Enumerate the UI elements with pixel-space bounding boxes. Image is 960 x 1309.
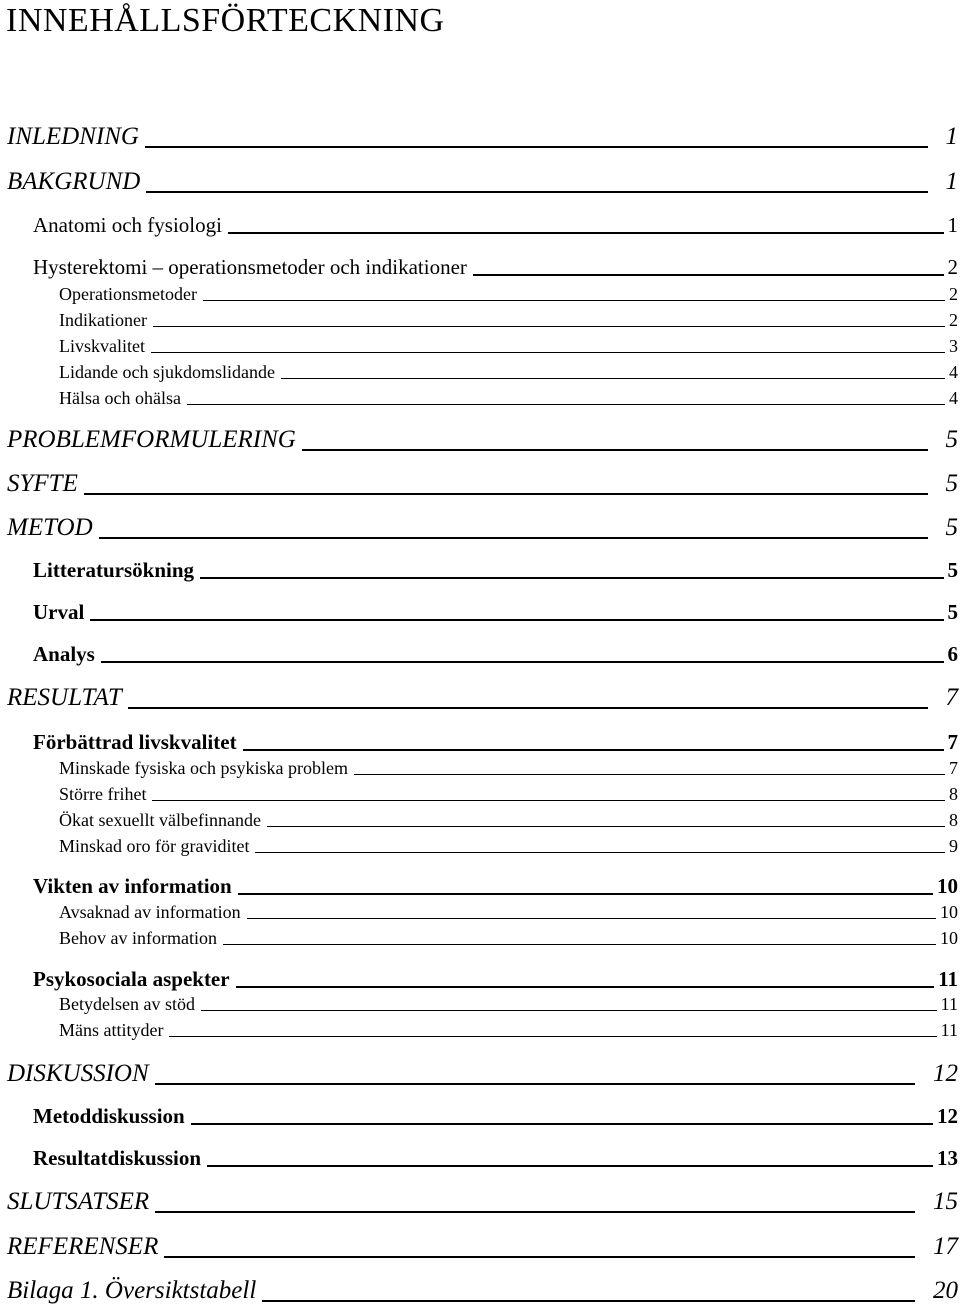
toc-entry-page-number: 5 bbox=[947, 558, 958, 582]
toc-entry-label: INLEDNING bbox=[7, 123, 139, 150]
toc-entry-label: Analys bbox=[33, 642, 95, 666]
toc-entry-page-number: 9 bbox=[949, 836, 958, 856]
toc-entry-label: PROBLEMFORMULERING bbox=[7, 426, 296, 453]
toc-entry-label: Operationsmetoder bbox=[59, 284, 197, 304]
toc-entry-page-number: 5 bbox=[945, 514, 958, 541]
toc-leader-line bbox=[255, 852, 945, 853]
toc-entry-page-number: 4 bbox=[949, 388, 958, 408]
toc-leader-line bbox=[267, 826, 945, 827]
toc-entry[interactable] bbox=[33, 1145, 958, 1171]
toc-entry-label: Avsaknad av information bbox=[59, 902, 241, 922]
toc-leader-line bbox=[473, 274, 944, 276]
toc-entry-page-number: 7 bbox=[945, 684, 958, 711]
toc-entry-label: REFERENSER bbox=[7, 1233, 159, 1260]
toc-entry-label: BAKGRUND bbox=[7, 168, 141, 195]
toc-leader-line bbox=[281, 378, 945, 379]
toc-leader-line bbox=[191, 1123, 933, 1125]
toc-leader-line bbox=[153, 326, 945, 327]
toc-entry-label: RESULTAT bbox=[7, 684, 122, 711]
toc-entry[interactable] bbox=[33, 729, 958, 755]
toc-entry-page-number: 8 bbox=[949, 784, 958, 804]
toc-entry-page-number: 5 bbox=[945, 426, 958, 453]
toc-entry[interactable] bbox=[59, 901, 958, 923]
toc-entry[interactable] bbox=[7, 1276, 958, 1306]
toc-entry-page-number: 1 bbox=[945, 168, 958, 195]
toc-entry-page-number: 11 bbox=[938, 967, 958, 991]
toc-entry[interactable] bbox=[7, 513, 958, 543]
toc-leader-line bbox=[169, 1036, 936, 1037]
toc-entry[interactable] bbox=[33, 599, 958, 625]
toc-entry-page-number: 12 bbox=[933, 1060, 958, 1087]
toc-entry-label: Urval bbox=[33, 600, 85, 624]
toc-entry-page-number: 2 bbox=[947, 255, 958, 279]
toc-leader-line bbox=[223, 944, 936, 945]
toc-leader-line bbox=[187, 404, 945, 405]
toc-entry-page-number: 10 bbox=[940, 902, 958, 922]
toc-entry[interactable] bbox=[7, 683, 958, 713]
toc-entry-page-number: 1 bbox=[947, 213, 958, 237]
toc-leader-line bbox=[84, 493, 928, 495]
toc-leader-line bbox=[228, 232, 944, 234]
toc-entry-label: DISKUSSION bbox=[7, 1060, 149, 1087]
toc-entry-page-number: 13 bbox=[937, 1146, 958, 1170]
toc-entry[interactable] bbox=[59, 927, 958, 949]
toc-entry[interactable] bbox=[7, 1187, 958, 1217]
toc-leader-line bbox=[101, 661, 944, 663]
toc-leader-line bbox=[145, 146, 928, 148]
toc-entry-page-number: 8 bbox=[949, 810, 958, 830]
toc-leader-line bbox=[207, 1165, 933, 1167]
toc-entry[interactable] bbox=[59, 283, 958, 305]
toc-entry[interactable] bbox=[7, 1059, 958, 1089]
toc-leader-line bbox=[155, 1211, 915, 1213]
toc-leader-line bbox=[164, 1256, 915, 1258]
toc-entry-page-number: 7 bbox=[947, 730, 958, 754]
toc-entry-page-number: 20 bbox=[933, 1277, 958, 1304]
toc-entry-page-number: 4 bbox=[949, 362, 958, 382]
toc-entry-page-number: 3 bbox=[949, 336, 958, 356]
toc-entry-label: SLUTSATSER bbox=[7, 1188, 150, 1215]
toc-entry-label: METOD bbox=[7, 514, 93, 541]
toc-leader-line bbox=[146, 191, 927, 193]
toc-leader-line bbox=[302, 449, 928, 451]
toc-entry[interactable] bbox=[59, 361, 958, 383]
toc-entry-page-number: 6 bbox=[947, 642, 958, 666]
toc-entry-label: Vikten av information bbox=[33, 874, 232, 898]
toc-entry-page-number: 2 bbox=[949, 310, 958, 330]
toc-entry-page-number: 15 bbox=[933, 1188, 958, 1215]
toc-entry-page-number: 10 bbox=[937, 874, 958, 898]
toc-entry[interactable] bbox=[59, 993, 958, 1015]
toc-entry[interactable] bbox=[59, 835, 958, 857]
toc-entry[interactable] bbox=[33, 966, 958, 992]
toc-entry-label: Livskvalitet bbox=[59, 336, 145, 356]
toc-entry-label: Minskade fysiska och psykiska problem bbox=[59, 758, 348, 778]
toc-entry-page-number: 5 bbox=[947, 600, 958, 624]
toc-leader-line bbox=[354, 774, 945, 775]
toc-entry[interactable] bbox=[59, 1019, 958, 1041]
toc-entry-label: Ökat sexuellt välbefinnande bbox=[59, 810, 261, 830]
toc-entry-page-number: 11 bbox=[940, 994, 958, 1014]
toc-entry-label: Lidande och sjukdomslidande bbox=[59, 362, 275, 382]
toc-entry-page-number: 11 bbox=[940, 1020, 958, 1040]
toc-entry[interactable] bbox=[33, 641, 958, 667]
toc-entry-page-number: 7 bbox=[949, 758, 958, 778]
toc-entry-label: Mäns attityder bbox=[59, 1020, 164, 1040]
toc-entry-label: Anatomi och fysiologi bbox=[33, 213, 222, 237]
toc-leader-line bbox=[128, 707, 928, 709]
toc-entry-label: Bilaga 1. Översiktstabell bbox=[7, 1277, 257, 1304]
toc-entry[interactable] bbox=[59, 335, 958, 357]
toc-entry[interactable] bbox=[33, 557, 958, 583]
toc-entry[interactable] bbox=[7, 167, 958, 197]
toc-entry-page-number: 5 bbox=[945, 470, 958, 497]
toc-entry[interactable] bbox=[33, 1103, 958, 1129]
toc-entry-label: Minskad oro för graviditet bbox=[59, 836, 250, 856]
toc-entry-label: Psykosociala aspekter bbox=[33, 967, 230, 991]
toc-entry[interactable] bbox=[7, 469, 958, 499]
toc-entry-label: Förbättrad livskvalitet bbox=[33, 730, 237, 754]
toc-entry-label: Behov av information bbox=[59, 928, 217, 948]
toc-leader-line bbox=[90, 619, 943, 621]
toc-entry-label: Indikationer bbox=[59, 310, 147, 330]
toc-leader-line bbox=[200, 577, 943, 579]
toc-leader-line bbox=[203, 300, 945, 301]
toc-entry-label: Hysterektomi – operationsmetoder och indikationer bbox=[33, 255, 467, 279]
toc-entry-label: Litteratursökning bbox=[33, 558, 195, 582]
toc-entry[interactable] bbox=[33, 212, 958, 238]
toc-entry[interactable] bbox=[7, 425, 958, 455]
toc-entry-label: Metoddiskussion bbox=[33, 1104, 185, 1128]
toc-entry-page-number: 17 bbox=[933, 1233, 958, 1260]
toc-entry[interactable] bbox=[7, 1232, 958, 1262]
toc-leader-line bbox=[243, 749, 944, 751]
toc-leader-line bbox=[201, 1010, 937, 1011]
toc-leader-line bbox=[236, 986, 935, 988]
toc-entry[interactable] bbox=[59, 809, 958, 831]
toc-entry[interactable] bbox=[59, 783, 958, 805]
toc-leader-line bbox=[99, 537, 928, 539]
toc-entry[interactable] bbox=[7, 122, 958, 152]
toc-entry[interactable] bbox=[59, 757, 958, 779]
toc-entry[interactable] bbox=[33, 254, 958, 280]
toc-entry-label: Större frihet bbox=[59, 784, 147, 804]
toc-entry-page-number: 12 bbox=[937, 1104, 958, 1128]
toc-entry-label: Betydelsen av stöd bbox=[59, 994, 195, 1014]
toc-entry-label: Resultatdiskussion bbox=[33, 1146, 202, 1170]
toc-entry[interactable] bbox=[59, 387, 958, 409]
toc-leader-line bbox=[262, 1300, 915, 1302]
toc-entry[interactable] bbox=[59, 309, 958, 331]
toc-entry-label: Hälsa och ohälsa bbox=[59, 388, 181, 408]
toc-leader-line bbox=[155, 1083, 915, 1085]
toc-leader-line bbox=[152, 800, 945, 801]
toc-leader-line bbox=[247, 918, 936, 919]
toc-entry-page-number: 2 bbox=[949, 284, 958, 304]
toc-entry[interactable] bbox=[33, 873, 958, 899]
toc-entry-page-number: 10 bbox=[940, 928, 958, 948]
toc-leader-line bbox=[151, 352, 945, 353]
page-title: INNEHÅLLSFÖRTECKNING bbox=[6, 2, 445, 39]
toc-entry-page-number: 1 bbox=[945, 123, 958, 150]
toc-leader-line bbox=[238, 893, 933, 895]
toc-entry-label: SYFTE bbox=[7, 470, 78, 497]
